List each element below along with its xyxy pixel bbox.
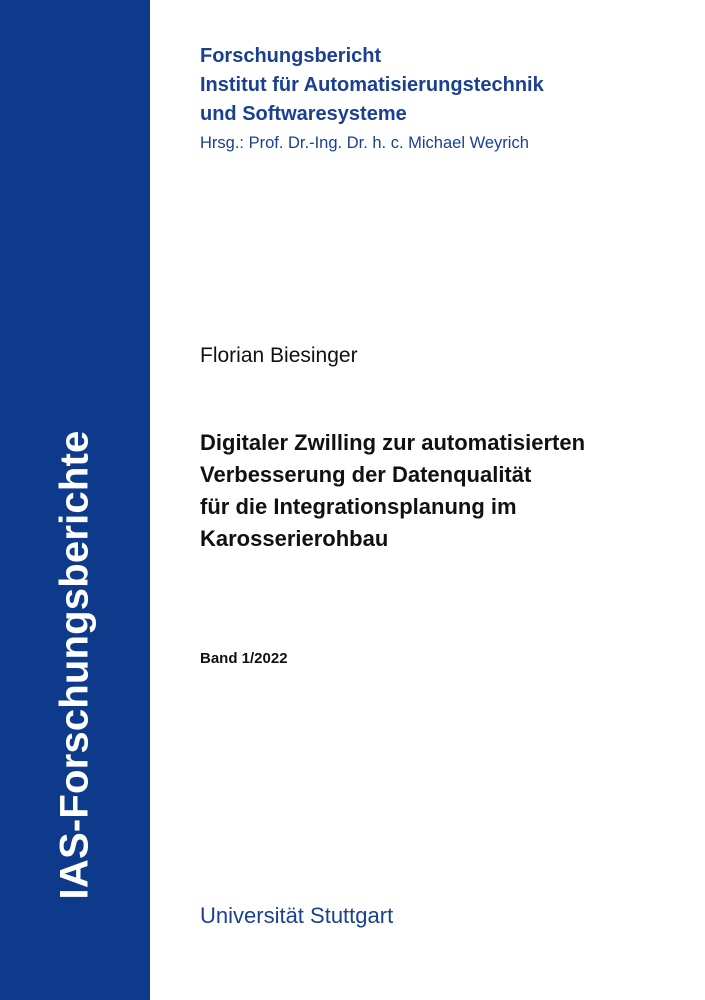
institute-name-line-2: und Softwaresysteme	[200, 103, 407, 125]
volume-number: Band 1/2022	[200, 650, 288, 667]
editor-line: Hrsg.: Prof. Dr.-Ing. Dr. h. c. Michael Weyrich	[200, 134, 529, 152]
cover-spine-band	[0, 0, 150, 1000]
title-line-3: für die Integrationsplanung im	[200, 494, 517, 519]
report-header	[200, 42, 544, 158]
institute-name-line-1: Institut für Automatisierungstechnik	[200, 74, 544, 96]
report-type: Forschungsbericht	[200, 45, 382, 67]
university-name: Universität Stuttgart	[200, 903, 394, 928]
title-line-2: Verbesserung der Datenqualität	[200, 462, 532, 487]
title-line-1: Digitaler Zwilling zur automatisierten	[200, 430, 586, 455]
title-line-4: Karosserierohbau	[200, 526, 389, 551]
series-title: IAS-Forschungsberichte	[52, 430, 97, 900]
author-name: Florian Biesinger	[200, 344, 358, 367]
document-title	[200, 427, 700, 555]
